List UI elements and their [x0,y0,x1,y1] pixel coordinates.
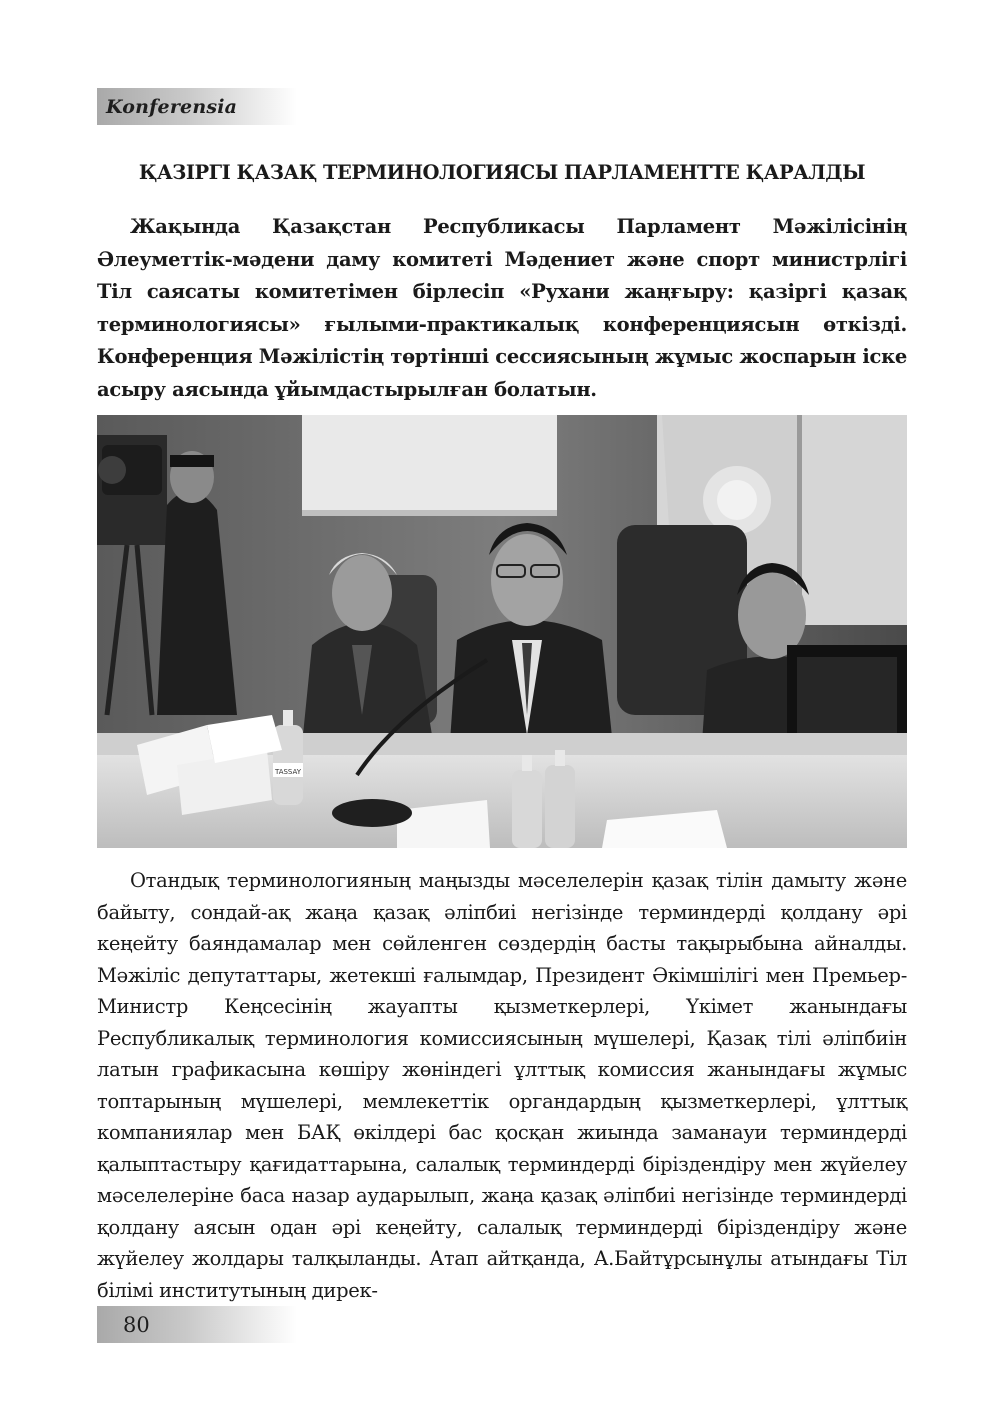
conference-photo-illustration [97,415,907,848]
section-header [97,88,297,125]
page-footer [97,1306,297,1343]
page-number: 80 [123,1312,150,1337]
section-label: Konferensia [106,95,238,118]
bottle-label-left: TASSAY [274,768,302,776]
conference-photo [97,415,907,848]
article-lead: Жақында Қазақстан Республикасы Парламент Мәжілісінің Әлеуметтік-мәдени даму комитеті Мәдениет және спорт министрлігі Тіл саясаты комитетімен бірлесіп «Рухани жаңғыру: қазіргі қазақ терминологиясы» ғылыми-практикалық конференциясын өткізді. Конференция Мәжілістің төртінші сессиясының жұмыс жоспарын іске асыру аясында ұйымдастырылған болатын. [97,215,907,401]
article-title: ҚАЗІРГІ ҚАЗАҚ ТЕРМИНОЛОГИЯСЫ ПАРЛАМЕНТТЕ ҚАРАЛДЫ [138,161,866,184]
article-body: Отандық терминологияның маңызды мәселелерін қазақ тілін дамыту және байыту, сондай-ақ жаңа қазақ әліпбиі негізінде терминдерді қолдану әрі кеңейту баяндамалар мен сөйленген сөздердің басты тақырыбына айналды. Мәжіліс депутаттары, жетекші ғалымдар, Президент Әкімшілігі мен Премьер-Министр Кеңсесінің жауапты қызметкерлері, Үкімет жанындағы Республикалық терминология комиссиясының мүшелері, Қазақ тілі әліпбиін латын графикасына көшіру жөніндегі ұлттық комиссия жанындағы жұмыс топтарының мүшелері, мемлекеттік органдардың қызметкерлері, ұлттық компаниялар мен БАҚ өкілдері бас қосқан жиында заманауи терминдерді қалыптастыру қағидаттарына, салалық терминдерді біріздендіру мен жүйелеу мәселелеріне баса назар аударылып, жаңа қазақ әліпбиі негізінде терминдерді қолдану аясын одан әрі кеңейту, салалық терминдерді біріздендіру және жүйелеу жолдары талқыланды. Атап айтқанда, А.Байтұрсынұлы атындағы Тіл білімі институтының дирек- [97,869,907,1302]
